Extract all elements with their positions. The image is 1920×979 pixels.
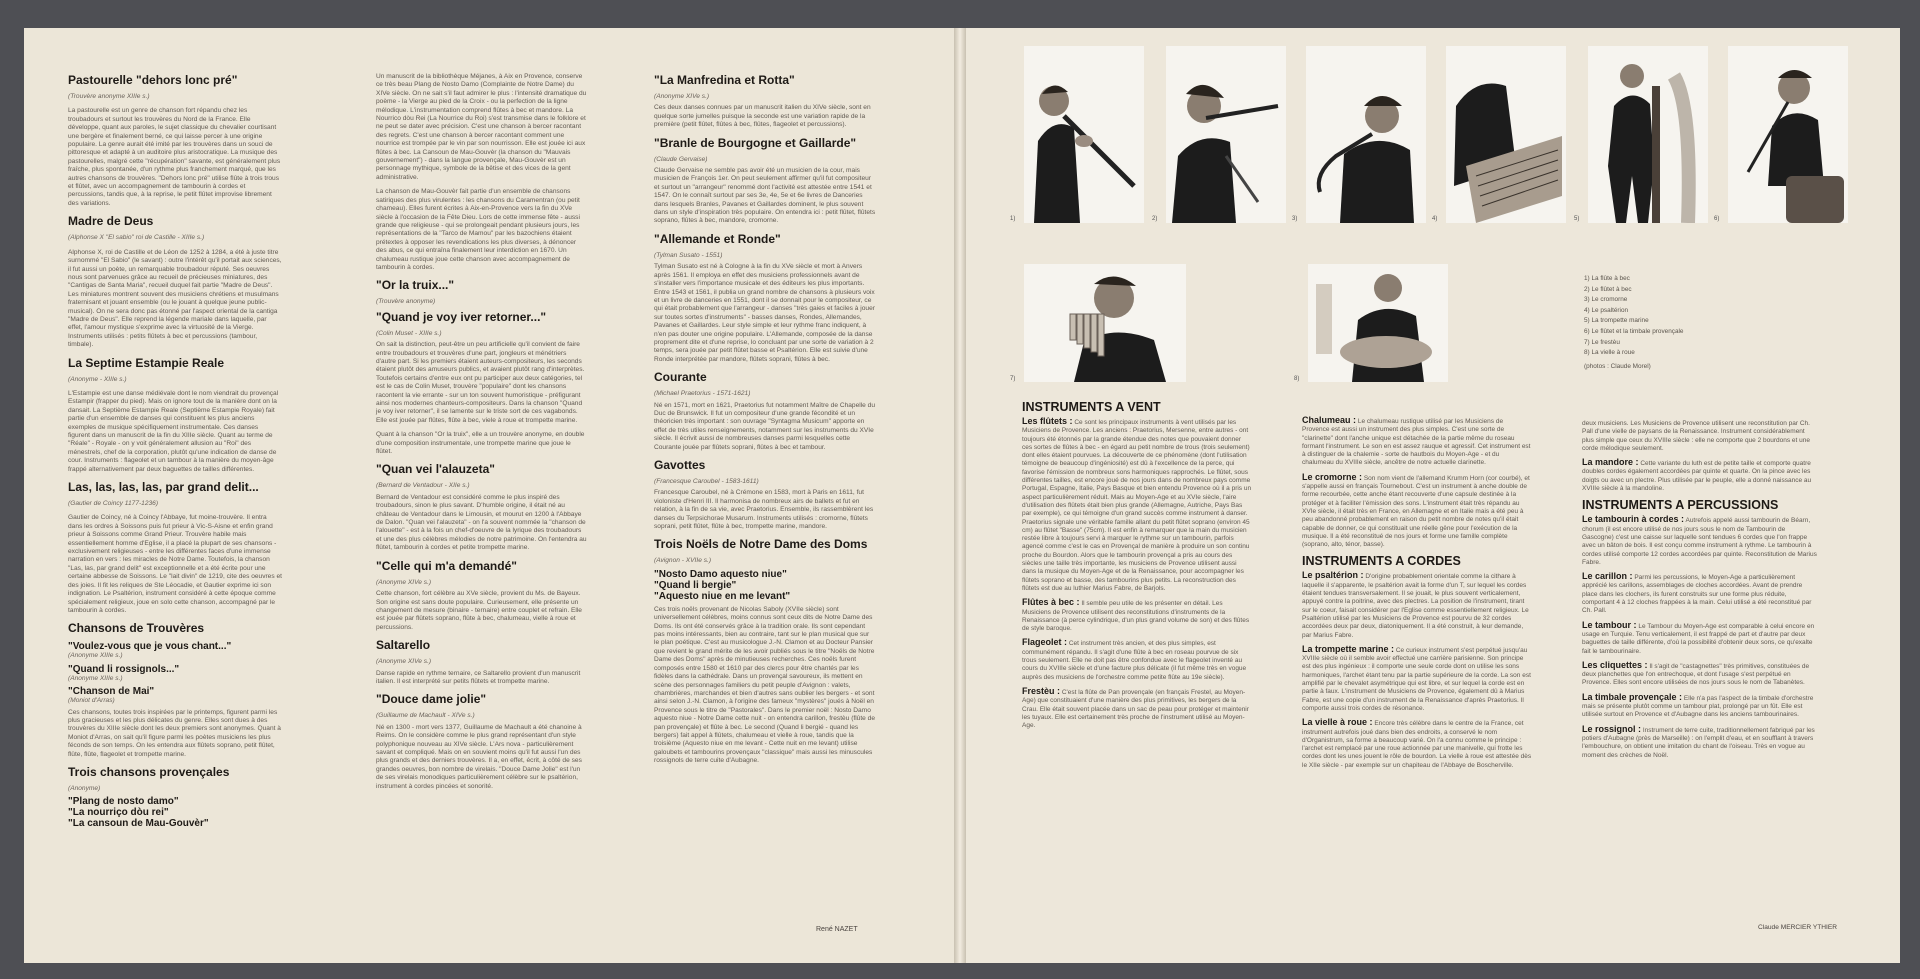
subtitle: (Moniot d'Arras)	[68, 697, 115, 705]
subtitle: (Bernard de Ventadour - XIIe s.)	[376, 482, 470, 490]
heading-quand: "Quand je voy iver retorner..."	[376, 309, 547, 324]
song-title: "La nourriço dòu rei"	[68, 807, 169, 819]
heading-instruments-cordes: INSTRUMENTS A CORDES	[1302, 554, 1461, 569]
subtitle: (Alphonse X "El sabio" roi de Castille - XIIIe s.)	[68, 234, 205, 242]
legend-item: 7) Le frestèu	[1584, 338, 1620, 346]
instrument-description: Cet instrument très ancien, et des plus simples, est communément répandu. Il s'agit d'une flûte à bec en roseau pourvue de six trous seulement. Elle ne doit pas être confondue avec le flageolet inventé au cours du XVIIIe siècle et d'une facture plus délicate (il fut même très en vogue auprès des musiciens de l'orchestre comme petite flûte au 19e siècle).	[1022, 640, 1247, 681]
heading-saltarello: Saltarello	[376, 638, 431, 653]
paragraph: Né en 1571, mort en 1621, Praetorius fut notamment Maître de Chapelle du Duc de Brunswick. Il fut un compositeur d'une grande fécondité et un théoricien très important : son ouvrage "Syntagma Musicum" apporte en effet de très utiles renseignements, notamment sur les instruments du XVIe siècle. Il écrivit aussi de nombreuses danses parmi lesquelles cette Courante jouée par flûtets soprani, flûtes à bec et tambour.	[654, 401, 876, 451]
paragraph: Bernard de Ventadour est considéré comme le plus inspiré des troubadours, sinon le plus savant. D'humble origine, il était né au château de Ventadour dans le Limousin, et mourut en 1200 à l'Abbaye de Dalon. "Quan vei l'alauzeta" - on l'a souvent nommée la "chanson de l'alouette" - est à la fois un chef-d'oeuvre de la lyrique des troubadours et une des plus célèbres mélodies de notre patrimoine. On l'entendra au flûtet, tambourin à cordes et petite trompette marine.	[376, 493, 587, 552]
subtitle: (Trouvère anonyme XIIIe s.)	[68, 93, 150, 100]
photo-flute-a-bec	[1024, 46, 1144, 223]
instrument-description: Cette variante du luth est de petite taille et comporte quatre doubles cordes également accordées par quinte et quarte. On la pince avec les doigts ou avec un plectre. Plus utilisée par le peuple, elle a donné naissance au XVIIIe siècle à la mandoline.	[1582, 460, 1812, 493]
instrument-description: Elle n'a pas l'aspect de la timbale d'orchestre mais se présente plutôt comme un tambour plat, prolongé par un fût. Elle est utilisée surtout en Provence et d'Aubagne dans les anciens tambourinaires.	[1582, 694, 1814, 719]
left-column-3	[654, 73, 876, 772]
paragraph: Ces chansons, toutes trois inspirées par le printemps, figurent parmi les plus gracieuses et les plus délicates du genre. Elles sont dues à des trouvères du XIIIe siècle dont les deux premiers sont anonymes. Quant à Moniot d'Arras, on sait qu'il figure parmi les poètes musiciens les plus féconds de son temps. On les entendra aux flûtets soprano, petit flûtet, flûte, flûte, flageolet et trompette marine.	[68, 708, 281, 758]
legend-item: 8) La vielle à roue	[1584, 349, 1635, 357]
instrument-name: La mandore :	[1582, 457, 1639, 468]
photo-number: 5)	[1574, 216, 1580, 222]
heading-chansons: Chansons de Trouvères	[68, 621, 205, 636]
photo-number: 6)	[1714, 216, 1720, 222]
photo-flutet	[1166, 46, 1286, 223]
paragraph: Claude Gervaise ne semble pas avoir été un musicien de la cour, mais musicien de François 1er. On peut seulement affirmer qu'il fut compositeur et surtout un "arrangeur" renommé dont l'activité est attestée entre 1541 et 1547. On le connaît surtout par ses 3e, 4e, 5e et 6e livres de Danceries dans lesquels Branles, Pavanes et Gaillardes dominent, le plus souvent dans un style d'inspiration très populaire. On entendra ici : petit flûtet, flûtets soprano, flûtes à bec, mandore, cromorne.	[654, 167, 876, 225]
heading-trois: Trois chansons provençales	[68, 764, 230, 779]
heading-allemande: "Allemande et Ronde"	[654, 231, 781, 246]
song-title: "Nosto Damo aquesto niue"	[654, 568, 787, 580]
subtitle: (Guillaume de Machault - XIVe s.)	[376, 712, 475, 720]
photo-credit: (photos : Claude Morel)	[1584, 362, 1651, 370]
subtitle: (Colin Muset - XIIIe s.)	[376, 329, 442, 337]
legend-item: 6) Le flûtet et la timbale provençale	[1584, 327, 1684, 335]
paragraph: Tylman Susato est né à Cologne à la fin du XVe siècle et mort à Anvers après 1561. Il employa en effet des musiciens professionnels avant de s'installer vers l'importance musicale et des éditeurs les plus importants. Entre 1543 et 1561, il publia un grand nombre de chansons à plusieurs voix et un livre de danceries en 1551, dont il se donnait pour le compositeur, ce qui était probablement que l'arrangeur - danses "très gaies et faciles à jouer sur toutes sortes d'instruments" - basses danses, Rondes, Allemandes, Pavanes et Gaillardes. Leur style simple et leur rythme franc indiquent, à n'en pas douter une origine populaire. L'Allemande, composée de la danse proprement dite et d'une reprise, lo concluant par une sorte de variation à 2 temps, sera jouée par petit flûtet basse et Psaltérion. Elle est suivie d'une Ronde interprétée par mandore, flûtets soprani, flûtes à bec.	[654, 263, 875, 363]
paragraph: Né en 1300 - mort vers 1377, Guillaume de Machault a été chanoine à Reims. On le considère comme le plus grand représentant d'un style polyphonique nouveau au XIVe siècle. L'Ars nova - particulièrement savant et compliqué. Mais on en souvient moins qu'il fut aussi l'un des plus grands et des derniers trouvères. Il a, en effet, écrit, à côté de ses grandes oeuvres, bon nombre de virelais. "Douce Dame Jolie" est l'un de ses virelais monodiques particulièrement célèbre sur le psaltérion, instrument à cordes pincées et sonorité.	[376, 723, 582, 790]
heading-quan: "Quan vei l'alauzeta"	[376, 462, 495, 477]
instrument-description: Encore très célèbre dans le centre de la France, cet instrument autrefois joué dans bien des endroits, a conservé le nom d'Organistrum, sa forme a beaucoup varié. On l'a connu comme le principe : l'archet est remplacé par une roue actionnée par une manivelle, qui frotte les cordes dont les unes jouent le rôle de bourdon. La vielle à roue est attestée dès le XIIe siècle - par exemple sur un chapiteau de l'Abbaye de Boscherville.	[1302, 720, 1532, 769]
instrument-name: Le tambourin à cordes :	[1582, 514, 1685, 525]
subtitle: (Anonyme XIIIe s.)	[68, 652, 123, 660]
instrument-description: Le chalumeau rustique utilisé par les Musiciens de Provence est aussi un instrument des plus simples. C'est une sorte de "clarinette" dont l'anche unique est détachée de la partie même du roseau formant l'instrument. Le son en est assez rauque et agressif. Cet instrument est à distinguer de la chalemie - sorte de hautbois du Moyen-Age - et du chalumeau du XVIIIe siècle, ancêtre de notre actuelle clarinette.	[1302, 418, 1531, 467]
photo-number: 3)	[1292, 216, 1298, 222]
instrument-name: Le carillon :	[1582, 571, 1633, 582]
heading-instruments-vent: INSTRUMENTS A VENT	[1022, 400, 1161, 414]
right-page	[966, 28, 1900, 963]
paragraph: On sait la distinction, peut-être un peu artificielle qu'il convient de faire entre troubadours et trouvères d'une part, jongleurs et ménétriers d'autre part. Si les premiers étaient auteurs-compositeurs, les seconds étaient plutôt des amuseurs publics, et avaient plutôt rang d'interprètes. Toutefois certains d'entre eux ont pu participer aux deux catégories, tel est le cas de Colin Muset, trouvère "populaire" dont les chansons racontent la vie errante - sur un ton souvent humoristique - préfigurant ainsi nos modernes chanteurs-compositeurs. Dans la chanson "Quand je voy iver retorner", il se lamente sur le triste sort de ces vagabonds. Elle est jouée par flûtes, flûte à bec, viele à roue et trompette marine.	[376, 341, 585, 424]
legend-item: 5) La trompette marine	[1584, 317, 1649, 325]
instrument-description: Il s'agit de "castagnettes" très primitives, constituées de deux planchettes que l'on entrechoque, et dont l'usage s'est perpétué en Provence. Elles sont encore utilisées de nos jours sous le nom de Tabanètes.	[1582, 662, 1810, 687]
heading-septime: La Septime Estampie Reale	[68, 355, 225, 370]
paragraph: Un manuscrit de la bibliothèque Méjanes, à Aix en Provence, conserve ce très beau Plang de Nosto Damo (Complainte de Notre Dame) du XIVe siècle. On ne sait s'il faut admirer le plus : l'intensité dramatique du poème - la Vierge au pied de la Croix - ou la perfection de la ligne mélodique. L'instrumentation comprend flûtes à bec et mandore. La Nourrico dòu Rei (La Nourrice du Roi) s'est transmise dans le folklore et ne peut se dater avec précision. C'est une chanson à bercer racontant des regrets. C'est une chanson à bercer racontant comment une nourrice est trompée par le vin par son nourrisson. Elle est jouée ici aux flûtes à bec. La Cansoun de Mau-Gouvèr (la chanson du "Mauvais gouvernement") - dans la langue provençale, Mau-Gouvèr est un personnage mythique, symbole de la bêtise et des vices de la gent administrative.	[376, 73, 587, 181]
subtitle: (Michael Praetorius - 1571-1621)	[654, 390, 751, 398]
heading-truix: "Or la truix..."	[376, 278, 455, 293]
instrument-description: Le Tambour du Moyen-Age est comparable à celui encore en usage en Turquie. Tenu verticalement, il est frappé de part et d'autre par deux baguettes de taille différente, d'où la possibilité d'obtenir deux sons, ce qu'exalte fait le tambourinaire.	[1582, 622, 1815, 655]
song-title: "Voulez-vous que je vous chant..."	[68, 641, 232, 653]
paragraph: Cette chanson, fort célèbre au XVe siècle, provient du Ms. de Bayeux. Son origine est sans doute populaire. Curieusement, elle présente un changement de mesure (binaire - ternaire) entre couplet et refrain. Elle est jouée par flûtets soprano, flûte à bec, chalumeau, vielle à roue et percussions.	[376, 590, 582, 631]
instrument-description: Instrument de terre cuite, traditionnellement fabriqué par les potiers d'Aubagne (près de Marseille) : on l'emplit d'eau, et en soufflant à travers l'embouchure, on obtient une imitation du chant de l'oiseau. Très en vogue au moment des crèches de Noël.	[1582, 726, 1815, 759]
subtitle: (Avignon - XVIIe s.)	[654, 557, 712, 565]
paragraph: Ces trois noëls provenant de Nicolas Saboly (XVIIe siècle) sont universellement célèbres, moins connus sont ceux dits de Notre Dame des Doms. Ils ont été conservés grâce à la tradition orale. Ils sont cependant pas moins intéressants, bien au contraire, tant sur le plan musical que sur le plan poétique. C'est au musicologue J.-N. Clamon et au Docteur Pansier que revient le grand mérite de les avoir publiés sous le titre "Noëls de Notre Dame des Doms" après de minutieuses recherches. Ces noëls furent composés entre 1580 et 1610 par des clercs pour être chantés par les fidèles dans la cathédrale. Dans un provençal savoureux, ils mettent en scène des personnages familiers du petit peuple d'Avignon : valets, chambrières, marchandes et bien d'autres sans oublier les bergers - et sont ainsi selon J.-N. Clamon, à l'origine des fameux "mystères" joués à Noël en Provence sous le titre de "Pastorales". Dans le premier noël : Nosto Damo aquesto niue - Notre Dame cette nuit - on entendra carillon, frestèu (flûte de pan provençale) et flûte à bec. Le second (Quand li bergié - quand les bergers) fait appel à flûtets, chalumeau et vielle à roue, tandis que la troisième (Aquesto niue en me levant - Cette nuit en me levant) utilise galoubets et tambourins provençaux "classique" mais aussi les minuscules rossignols de terre cuite d'Aubagne.	[654, 605, 876, 765]
left-column-1	[68, 73, 282, 829]
photo-number: 2)	[1152, 216, 1158, 222]
heading-las: Las, las, las, las, par grand delit...	[68, 480, 259, 495]
song-title: "Plang de nosto damo"	[68, 796, 179, 808]
paragraph: Alphonse X, roi de Castille et de Léon de 1252 à 1284, a été à juste titre surnommé "El Sabio" (le savant) : outre l'intérêt qu'il portait aux sciences, il fut aussi un poète, un remarquable troubadour réputé. Ses oeuvres nous sont parvenues grâce au recueil de précieuses miniatures, des "Cantigas de Santa Maria", recueil duquel fait partie "Madre de Deus". Les miniatures montrent souvent des musiciens chrétiens et musulmans fraternisant et jouant ensemble (ou le jouant à quelque jeune public-musical). On ne sera donc pas étonné par l'aspect oriental de la cantiga "Madre de Deus". Elle reprend la légende mariale dans laquelle, par effet, l'amour mystique s'exprime avec la virtuosité de la Vierge. Instruments utilisés : petits flûtets à bec et percussions (tambour, timbale).	[68, 248, 282, 349]
heading-branle: "Branle de Bourgogne et Gaillarde"	[654, 135, 857, 150]
paragraph: deux musiciens. Les Musiciens de Provence utilisent une reconstitution par Ch. Pall d'une vielle de paysans de la Renaissance. Instrument considérablement plus simple que ceux du XVIIIe siècle : elle ne comporte que 2 bourdons et une corde mélodique seulement.	[1582, 420, 1811, 452]
photo-vielle-a-roue	[1308, 264, 1448, 382]
legend-item: 2) Le flûtet à bec	[1584, 285, 1632, 293]
instrument-name: Le cromorne :	[1302, 471, 1363, 482]
heading-madre: Madre de Deus	[68, 214, 154, 229]
paragraph: Danse rapide en rythme ternaire, ce Saltarello provient d'un manuscrit italien. Il est interprété sur petits flûtets et trompette marine.	[376, 669, 581, 685]
instrument-description: Il semble peu utile de les présenter en détail. Les Musiciens de Provence utilisent des reconstitutions d'instruments de la Renaissance (à perce cylindrique, d'un plus grand volume de son) et des flûtes de style baroque.	[1022, 600, 1250, 633]
subtitle: (Tylman Susato - 1551)	[654, 251, 723, 259]
instrument-name: La timbale provençale :	[1582, 691, 1683, 702]
paragraph: Ces deux danses connues par un manuscrit italien du XIVe siècle, sont en quelque sorte jumelles puisque la seconde est une variation rapide de la première (petit flûtet, flûtes à bec, flûtes, flageolet et percussions).	[654, 104, 871, 129]
paragraph: La pastourelle est un genre de chanson fort répandu chez les troubadours et surtout les trouvères du Nord de la France. Elle développe, quant aux paroles, le sujet classique du chevalier courtisant une bergère et finalement berné, ce qui laisse percer à une origine populaire. La genre aurait été imité par les trouvères dans un souci de pittoresque et adapté à un auditoire plus aristocratique. La musique des pastourelles, malgré cette "récupération" savante, est généralement plus fraîche, plus spontanée, d'un rythme plus franchement marqué, que les autres chansons de trouvères. "Dehors lonc pré" utilise flûte à trois trous et flûtet, avec un accompagnement de tambourin à cordes et percussions, tandis que, à la reprise, le petit flûtet improvise librement des variations.	[68, 107, 281, 207]
instrument-name: Frestèu :	[1022, 685, 1061, 696]
subtitle: (Claude Gervaise)	[654, 155, 708, 163]
song-title: "Chanson de Mai"	[68, 686, 155, 698]
photo-number: 8)	[1294, 376, 1300, 382]
heading-courante: Courante	[654, 370, 707, 385]
instrument-description: Son nom vient de l'allemand Krumm Horn (cor courbé), et s'appelle aussi en français Tournebout. C'est un instrument à anche double de forme recourbée, cette anche étant recouverte d'une capsule destinée à la protéger et à faciliter l'émission des sons. L'instrument était très répandu au XVIe siècle, il était très en France, en Allemagne et en Italie mais a été peu à peu abandonné probablement en raison du petit nombre de notes qu'il était capable de donner, ce qui constituait une réelle gêne pour l'exécution de la musique. Il a été reconstitué de nos jours et forme une famille complète (soprano, alto, ténor, basse).	[1302, 474, 1530, 549]
song-title: "Quand li bergie"	[654, 579, 737, 591]
photo-frestu	[1024, 264, 1186, 382]
instruments-vent-column	[1022, 396, 1252, 735]
photo-trompette-marine	[1588, 46, 1708, 223]
photo-number: 7)	[1010, 376, 1016, 382]
photo-number: 1)	[1010, 216, 1016, 222]
gatefold-spine	[954, 28, 966, 963]
subtitle: (Francesque Caroubel - 1583-1611)	[654, 478, 759, 485]
paragraph: Quant à la chanson "Or la truix", elle a un trouvère anonyme, en double d'une composition instrumentale, une trompette marine que joue le flûtet.	[376, 431, 585, 456]
heading-noels: Trois Noëls de Notre Dame des Doms	[654, 537, 868, 552]
song-title: "Quand li rossignols..."	[68, 663, 180, 675]
instrument-name: Chalumeau :	[1302, 415, 1357, 425]
instrument-name: Le rossignol :	[1582, 723, 1642, 734]
legend-item: 4) Le psaltérion	[1584, 306, 1629, 314]
subtitle: (Gautier de Coincy 1177-1236)	[68, 500, 159, 508]
photo-psalterion	[1446, 46, 1566, 223]
subtitle: (Anonyme XIVe s.)	[654, 93, 710, 100]
instrument-description: D'origine probablement orientale comme la cithare à laquelle il s'apparente, le psaltérion avait la forme d'un T, sur lequel les cordes étaient tendues transversalement. Il se jouait, le plus souvent verticalement, appuyé contre la poitrine, avec des plectres. La position de l'instrument, tirant sur le coeur, faisait considérer par l'Eglise comme essentiellement religieux. Le Psaltérion utilisé par les Musiciens de Provence est pourvu de 32 cordes accordées deux par deux, diatoniquement. Il a été construit, à leur demande, par Marius Fabre.	[1302, 573, 1529, 639]
instrument-name: La vielle à roue :	[1302, 717, 1373, 728]
photo-cromorne	[1306, 46, 1426, 223]
legend-item: 3) Le cromorne	[1584, 296, 1628, 304]
instrument-name: Le tambour :	[1582, 619, 1637, 630]
left-page	[24, 28, 954, 963]
instrument-name: Flûtes à bec :	[1022, 597, 1080, 608]
signature: Claude MERCIER YTHIER	[1758, 924, 1838, 931]
instrument-name: Le psaltérion :	[1302, 570, 1364, 581]
heading-gavottes: Gavottes	[654, 458, 706, 472]
instrument-description: Ce sont les principaux instruments à vent utilisés par les Musiciens de Provence. Les anciens : Praetorius, Mersenne, entre autres - ont toujours été étonnés par la grande étendue des notes que pouvaient donner ces sortes de flûtes à bec - en égard au petit nombre de trous (trois seulement) dont elles étaient pourvues. La découverte de ce phénomène (dont l'utilisation témoigne de beaucoup d'ingéniosité) est dû à l'excellence de la perce, qui favorise l'émission de nombreux sons harmoniques rapprochés. Le flûtet, sous différentes tailles, est encore joué de nos jours dans de nombreux pays comme Portugal, Espagne, Italie, Pays Basque et bien entendu Provence où il a pris un aspect particulièrement réduit. Mais au Moyen-Age et au XVIe siècle, l'aire d'utilisation des flûtets était bien plus grande (Allemagne, Autriche, Pays Bas par exemple), ce qui témoigne d'un grand succès comme instrument à danser. Praetorius signale une véritable famille allant du petit flûtet soprano (environ 45 cm) au flûtet "Basse" (75cm). Il est enfin à remarquer que la main du musicien restée libre à toujours servi à marquer le rythme sur un tambourin, parfois agencé comme c'est le cas en Provençal de manière à produire un son continu proche du Bourdon. Alors que le tambourin provençal a pris au cours des siècles une taille très importante, les musiciens de Provence utilisent aussi dans la musique du Moyen-Age et de la Renaissance, pour accompagner les flûtets soprano et basse, des tambourins plus petits. La reconstruction des flûtets est due au luthier Marius Fabre, de Barjols.	[1022, 419, 1252, 592]
instrument-description: Parmi les percussions, le Moyen-Age a particulièrement apprécié les carillons, assemblages de cloches accordées. Avant de prendre place dans les clochers, ils furent construits sur une forme plus réduite, comportant 4 à 12 cloches frappées à la main. Celui utilisé a été reconstitué par Ch. Pall.	[1582, 574, 1812, 615]
paragraph: La chanson de Mau-Gouvèr fait partie d'un ensemble de chansons satiriques des plus virulentes : les chansons du Caramentran (ou petit chameau). Elles furent écrites à Aix-en-Provence vers la fin du XVe siècle à l'occasion de la Fête Dieu. Lors de cette immense fête - aussi grande que religieuse - qui se prolongeait pendant plusieurs jours, les représentations de la "Tarco de Mamou" par les bazochiens étaient prétextes à opposer les revendications les plus diverses, à dénoncer des abus, ce qui entraîna finalement leur interdiction en 1670. Un chalumeau rustique joue cette chanson avec accompagnement de tambourin à cordes.	[376, 188, 580, 271]
photo-timbale	[1728, 46, 1848, 223]
paragraph: L'Estampie est une danse médiévale dont le nom viendrait du provençal Estampir (frapper du pied). Mais on ignore tout de la manière dont on la dansait. La Septième Estampie Reale (Septième Estampie Royale) fait partie d'un ensemble de danses qui constituent les plus anciens exemples de musique spécifiquement instrumentale. Ces danses figurent dans un manuscrit de la fin du XIIIe siècle. Quant au terme de "Réale" - Royale - on y voit généralement allusion au "Roi" des ménestrels, chef de la corporation, plutôt qu'une indication de danse de cour. Instruments : flageolet et un tambour à la manière du moyen-âge frappé alternativement par deux baguettes de tailles différentes.	[68, 389, 279, 473]
paragraph: Francesque Caroubel, né à Crémone en 1583, mort à Paris en 1611, fut violoniste d'Henri III. Il harmonisa de nombreux airs de ballets et fut en relation, à la fin de sa vie, avec Praetorius. Ensemble, ils rassemblèrent les danses du Terpsichorae Musarum. Instruments utilisés : cromorne, flûtets soprani, petit flûtet, flûte à bec, trompette marine, mandore.	[654, 489, 874, 531]
instrument-description: Ce curieux instrument s'est perpétué jusqu'au XVIIIe siècle où il semble avoir effectué une carrière parisienne. Son principe est des plus ingénieux : il comporte une seule corde dont on utilise les sons harmoniques, l'archet étant tenu par la partie supérieure de la corde. La son est amplifié par le chevalet asymétrique qui est libre, et sur lequel la corde est en partie à faux. L'instrument de Musiciens de Provence, également dû à Marius Fabre, est une copie d'un instrument de la Renaissance d'après Praetorius. Il comporte aussi trois cordes de résonance.	[1302, 646, 1531, 712]
heading-celle: "Celle qui m'a demandé"	[376, 558, 517, 573]
paragraph: Gautier de Coincy, né à Coincy l'Abbaye, fut moine-trouvère. Il entra dans les ordres à Soissons puis fut prieur à Vic-S-Aisne et enfin grand prieur à Soissons comme Grand Prieur. Trouvère habile mais essentiellement homme d'Eglise, il a placé la plupart de ses chansons - exclusivement religieuses - entre les différentes faces d'une immense narration en vers : les miracles de Notre Dame. Toutefois, la chanson "Las, las, par grand delit" est exceptionnelle et a été écrite pour une certaine abbesse de Soissons. Le "lait divin" de 1219, cite des oeuvres et des joies. Il fit les reliques de Ste Léocadie, et Gautier exprime ici son indignation. Le Psaltérion, instrument considéré à cette époque comme spécialement religieux, joue en solo cette chanson, accompagné par le tambourin à cordes.	[68, 514, 282, 614]
instrument-name: La trompette marine :	[1302, 643, 1395, 654]
song-title: "La cansoun de Mau-Gouvèr"	[68, 818, 209, 830]
subtitle: (Trouvère anonyme)	[376, 298, 436, 306]
middle-instruments-column	[1302, 416, 1532, 775]
song-title: "Aquesto niue en me levant"	[654, 590, 791, 602]
subtitle: (Anonyme XIVe s.)	[376, 658, 432, 666]
subtitle: (Anonyme)	[68, 784, 101, 792]
subtitle: (Anonyme XIIIe s.)	[68, 674, 123, 682]
instrument-description: Autrefois appelé aussi tambourin de Béarn, chorum (il est encore utilisé de nos jours sous le nom de Tambourin de Gascogne) c'est une caisse sur laquelle sont tendues 6 cordes que l'on frappe avec un bâton de bois. Il est conçu comme instrument à rythme. Le tambourin à cordes utilisé comporte 12 cordes accordées par quinte. Reconstitution de Marius Fabre.	[1582, 517, 1817, 566]
subtitle: (Anonyme XIVe s.)	[376, 578, 432, 586]
heading-instruments-percussions: INSTRUMENTS A PERCUSSIONS	[1582, 498, 1779, 513]
left-column-2	[376, 73, 588, 797]
heading-manfredina: "La Manfredina et Rotta"	[654, 73, 795, 87]
percussion-column	[1582, 420, 1818, 765]
instrument-name: Les cliquettes :	[1582, 659, 1648, 670]
instrument-name: Flageolet :	[1022, 637, 1068, 648]
photo-number: 4)	[1432, 216, 1438, 222]
instrument-description: C'est la flûte de Pan provençale (en français Frestel, au Moyen-Age) que constituaient d'une manière des plus primitives, les bergers de la Crau. Elle était souvent placée dans un sac de peau pour protéger et maintenir les tuyaux. Elle est certainement très proche de l'instrument utilisé au Moyen-Age.	[1022, 688, 1249, 730]
subtitle: (Anonyme - XIIIe s.)	[68, 375, 127, 383]
signature: René NAZET	[816, 926, 858, 933]
heading-pastourelle: Pastourelle "dehors lonc pré"	[68, 73, 238, 87]
legend-item: 1) La flûte à bec	[1584, 275, 1630, 282]
instrument-name: Les flûtets :	[1022, 416, 1073, 426]
photo-legend	[1584, 274, 1683, 372]
heading-douce: "Douce dame jolie"	[376, 692, 487, 707]
